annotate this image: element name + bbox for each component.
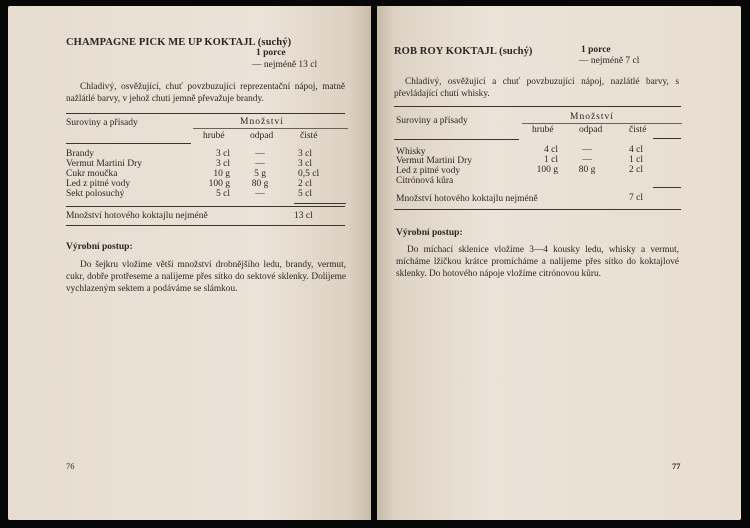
portion-label: 1 porce bbox=[581, 45, 611, 55]
ingredient-waste: — bbox=[582, 155, 592, 165]
sum-rule bbox=[653, 187, 681, 188]
ingredient-name: Sekt polosuchý bbox=[66, 189, 125, 199]
ingredient-gross: 10 g bbox=[213, 169, 230, 179]
header-gross: hrubé bbox=[532, 125, 554, 135]
ingredient-waste: 80 g bbox=[251, 179, 269, 189]
portion-minimum: — nejméně 7 cl bbox=[579, 56, 640, 66]
ingredient-gross: 100 g bbox=[208, 179, 230, 189]
ingredient-gross: 3 cl bbox=[216, 159, 230, 169]
sum-rule bbox=[294, 203, 346, 204]
ingredient-waste: — bbox=[255, 189, 265, 199]
ingredient-gross: 3 cl bbox=[216, 149, 230, 159]
header-gross: hrubé bbox=[203, 131, 225, 141]
ingredient-name: Whisky bbox=[396, 147, 426, 157]
header-quantity: Množství bbox=[570, 112, 614, 122]
table-top-rule bbox=[394, 106, 681, 107]
header-quantity: Množství bbox=[240, 117, 284, 127]
recipe-title: ROB ROY KOKTAJL (suchý) bbox=[394, 46, 533, 57]
total-value: 7 cl bbox=[629, 193, 643, 203]
quantity-rule bbox=[522, 123, 682, 124]
ingredient-net: 3 cl bbox=[298, 159, 312, 169]
ingredient-net: 5 cl bbox=[298, 189, 312, 199]
ingredient-net: 3 cl bbox=[298, 149, 312, 159]
ingredient-name: Led z pitné vody bbox=[396, 166, 461, 176]
header-rule-left bbox=[66, 143, 191, 144]
ingredient-net: 2 cl bbox=[629, 165, 643, 175]
header-ingredients: Suroviny a přísady bbox=[66, 118, 138, 128]
header-net: čisté bbox=[300, 131, 318, 141]
ingredient-net: 1 cl bbox=[629, 155, 643, 165]
left-page bbox=[8, 6, 371, 520]
ingredient-name: Vermut Martini Dry bbox=[396, 156, 472, 166]
ingredient-net: 4 cl bbox=[629, 145, 643, 155]
header-rule-net bbox=[653, 138, 681, 139]
method-heading: Výrobní postup: bbox=[396, 228, 463, 238]
table-bottom-rule bbox=[66, 206, 345, 207]
portion-minimum: — nejméně 13 cl bbox=[252, 60, 318, 70]
ingredient-gross: 1 cl bbox=[544, 155, 558, 165]
ingredient-gross: 4 cl bbox=[544, 145, 558, 155]
ingredient-name: Citrónová kůra bbox=[396, 176, 454, 186]
quantity-rule bbox=[193, 128, 348, 129]
ingredient-net: 0,5 cl bbox=[298, 169, 320, 179]
ingredient-net: 2 cl bbox=[298, 179, 312, 189]
header-waste: odpad bbox=[250, 131, 274, 141]
ingredient-name: Cukr moučka bbox=[66, 169, 118, 179]
page-number: 77 bbox=[672, 461, 681, 471]
ingredient-waste: — bbox=[582, 145, 592, 155]
ingredient-name: Vermut Martini Dry bbox=[66, 159, 142, 169]
ingredient-name: Brandy bbox=[66, 149, 94, 159]
total-label: Množství hotového koktajlu nejméně bbox=[66, 211, 208, 221]
page-number: 76 bbox=[66, 461, 75, 471]
method-heading: Výrobní postup: bbox=[66, 242, 133, 252]
header-waste: odpad bbox=[579, 125, 603, 135]
portion-label: 1 porce bbox=[256, 48, 286, 58]
method-text: Do míchací sklenice vložíme 3—4 kousky ledu, whisky a vermut, mícháme lžičkou krátce promícháme a nalijeme přes sítko do koktajlové sklenky. Do hotového nápoje vložíme citrónovou kůru. bbox=[396, 245, 679, 279]
total-value: 13 cl bbox=[294, 211, 313, 221]
ingredient-waste: — bbox=[255, 149, 265, 159]
total-rule bbox=[394, 209, 681, 210]
header-net: čisté bbox=[629, 125, 647, 135]
ingredient-name: Led z pitné vody bbox=[66, 179, 131, 189]
header-rule-left bbox=[394, 139, 519, 140]
ingredient-waste: 5 g bbox=[254, 169, 266, 179]
ingredient-waste: 80 g bbox=[578, 165, 596, 175]
header-ingredients: Suroviny a přísady bbox=[396, 116, 468, 126]
ingredient-waste: — bbox=[255, 159, 265, 169]
recipe-description: Chladivý, osvěžující a chuť povzbuzující nápoj, nazlátlé barvy, s převládající chutí whisky. bbox=[394, 77, 679, 99]
recipe-description: Chladivý, osvěžující, chuť povzbuzující reprezentační nápoj, matně nažlátlé barvy, v jehož chuti jemně převažuje brandy. bbox=[66, 82, 345, 104]
total-rule bbox=[66, 225, 345, 226]
right-page bbox=[377, 6, 741, 520]
table-top-rule bbox=[66, 113, 345, 114]
ingredient-gross: 100 g bbox=[536, 165, 558, 175]
recipe-title: CHAMPAGNE PICK ME UP KOKTAJL (suchý) bbox=[66, 37, 292, 48]
total-label: Množství hotového koktajlu nejméně bbox=[396, 194, 538, 204]
ingredient-gross: 5 cl bbox=[216, 189, 230, 199]
method-text: Do šejkru vložíme větší množství drobnějšího ledu, brandy, vermut, cukr, dobře protřeseme a nalijeme přes sítko do sektové sklenky. Dolijeme vychlazeným sektem a podáváme se slámkou. bbox=[66, 260, 346, 294]
